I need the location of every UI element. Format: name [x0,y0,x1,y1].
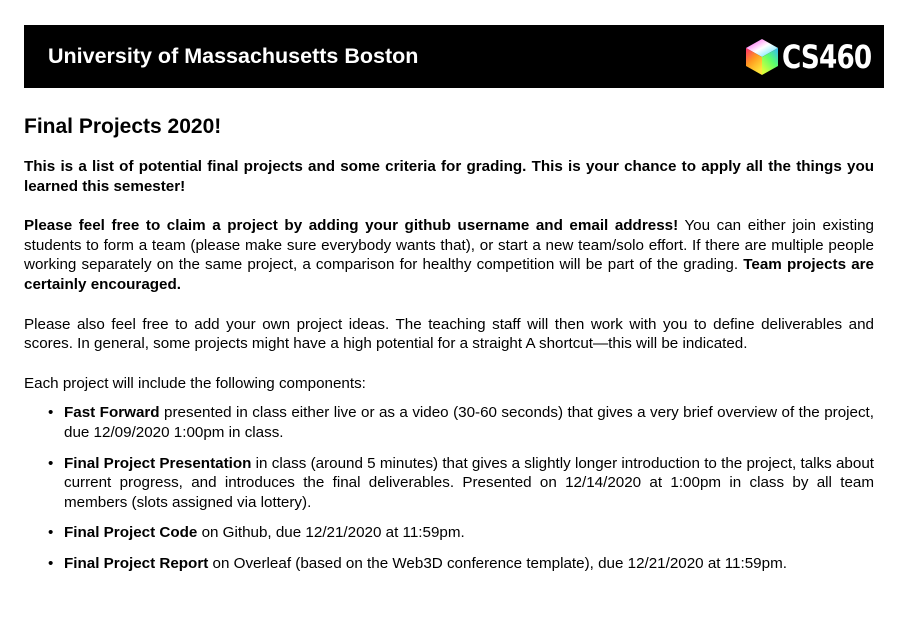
claim-paragraph [24,216,874,294]
page-title: Final Projects 2020! [24,115,222,138]
component-name: Final Project Report [64,554,209,572]
cs460-logo [745,38,872,76]
header-banner [24,25,884,88]
component-text: presented in class either live or as a video (30-60 seconds) that gives a very brief overview of the project, due 12/09/2020 1:00pm in class. [64,404,874,441]
university-title: University of Massachusetts Boston [48,44,419,68]
list-item [24,454,874,513]
list-item [24,523,874,543]
component-text: in class (around 5 minutes) that gives a slightly longer introduction to the project, talks about current progress, and introduces the final deliverables. Presented on 12/14/2020 at 1:00pm in class by all team members (slots assigned via lottery). [64,454,874,511]
claim-body: You can either join existing students to form a team (please make sure everybody wants that), or start a new team/solo effort. If there are multiple people working separately on the same project, a comparison for healthy competition will be part of the grading. [24,217,874,274]
rgb-cube-icon [745,38,779,76]
claim-tail: Team projects are certainly encouraged. [24,256,875,293]
list-item [24,403,874,442]
main-content [24,114,874,585]
component-text: on Github, due 12/21/2020 at 11:59pm. [197,524,465,542]
components-list [24,403,874,573]
components-label: Each project will include the following components: [24,374,366,392]
component-name: Fast Forward [64,404,160,422]
logo-text: CS460 [782,38,872,76]
intro-paragraph: This is a list of potential final projects and some criteria for grading. This is your chance to apply all the things you learned this semester! [24,158,874,195]
component-text: on Overleaf (based on the Web3D conference template), due 12/21/2020 at 11:59pm. [208,554,787,572]
claim-lead: Please feel free to claim a project by adding your github username and email address! [24,217,679,235]
ideas-paragraph: Please also feel free to add your own project ideas. The teaching staff will then work with you to define deliverables and scores. In general, some projects might have a high potential for a straight A shortcut—this will be indicated. [24,315,874,353]
list-item [24,554,874,574]
component-name: Final Project Code [64,524,198,542]
component-name: Final Project Presentation [64,454,252,472]
